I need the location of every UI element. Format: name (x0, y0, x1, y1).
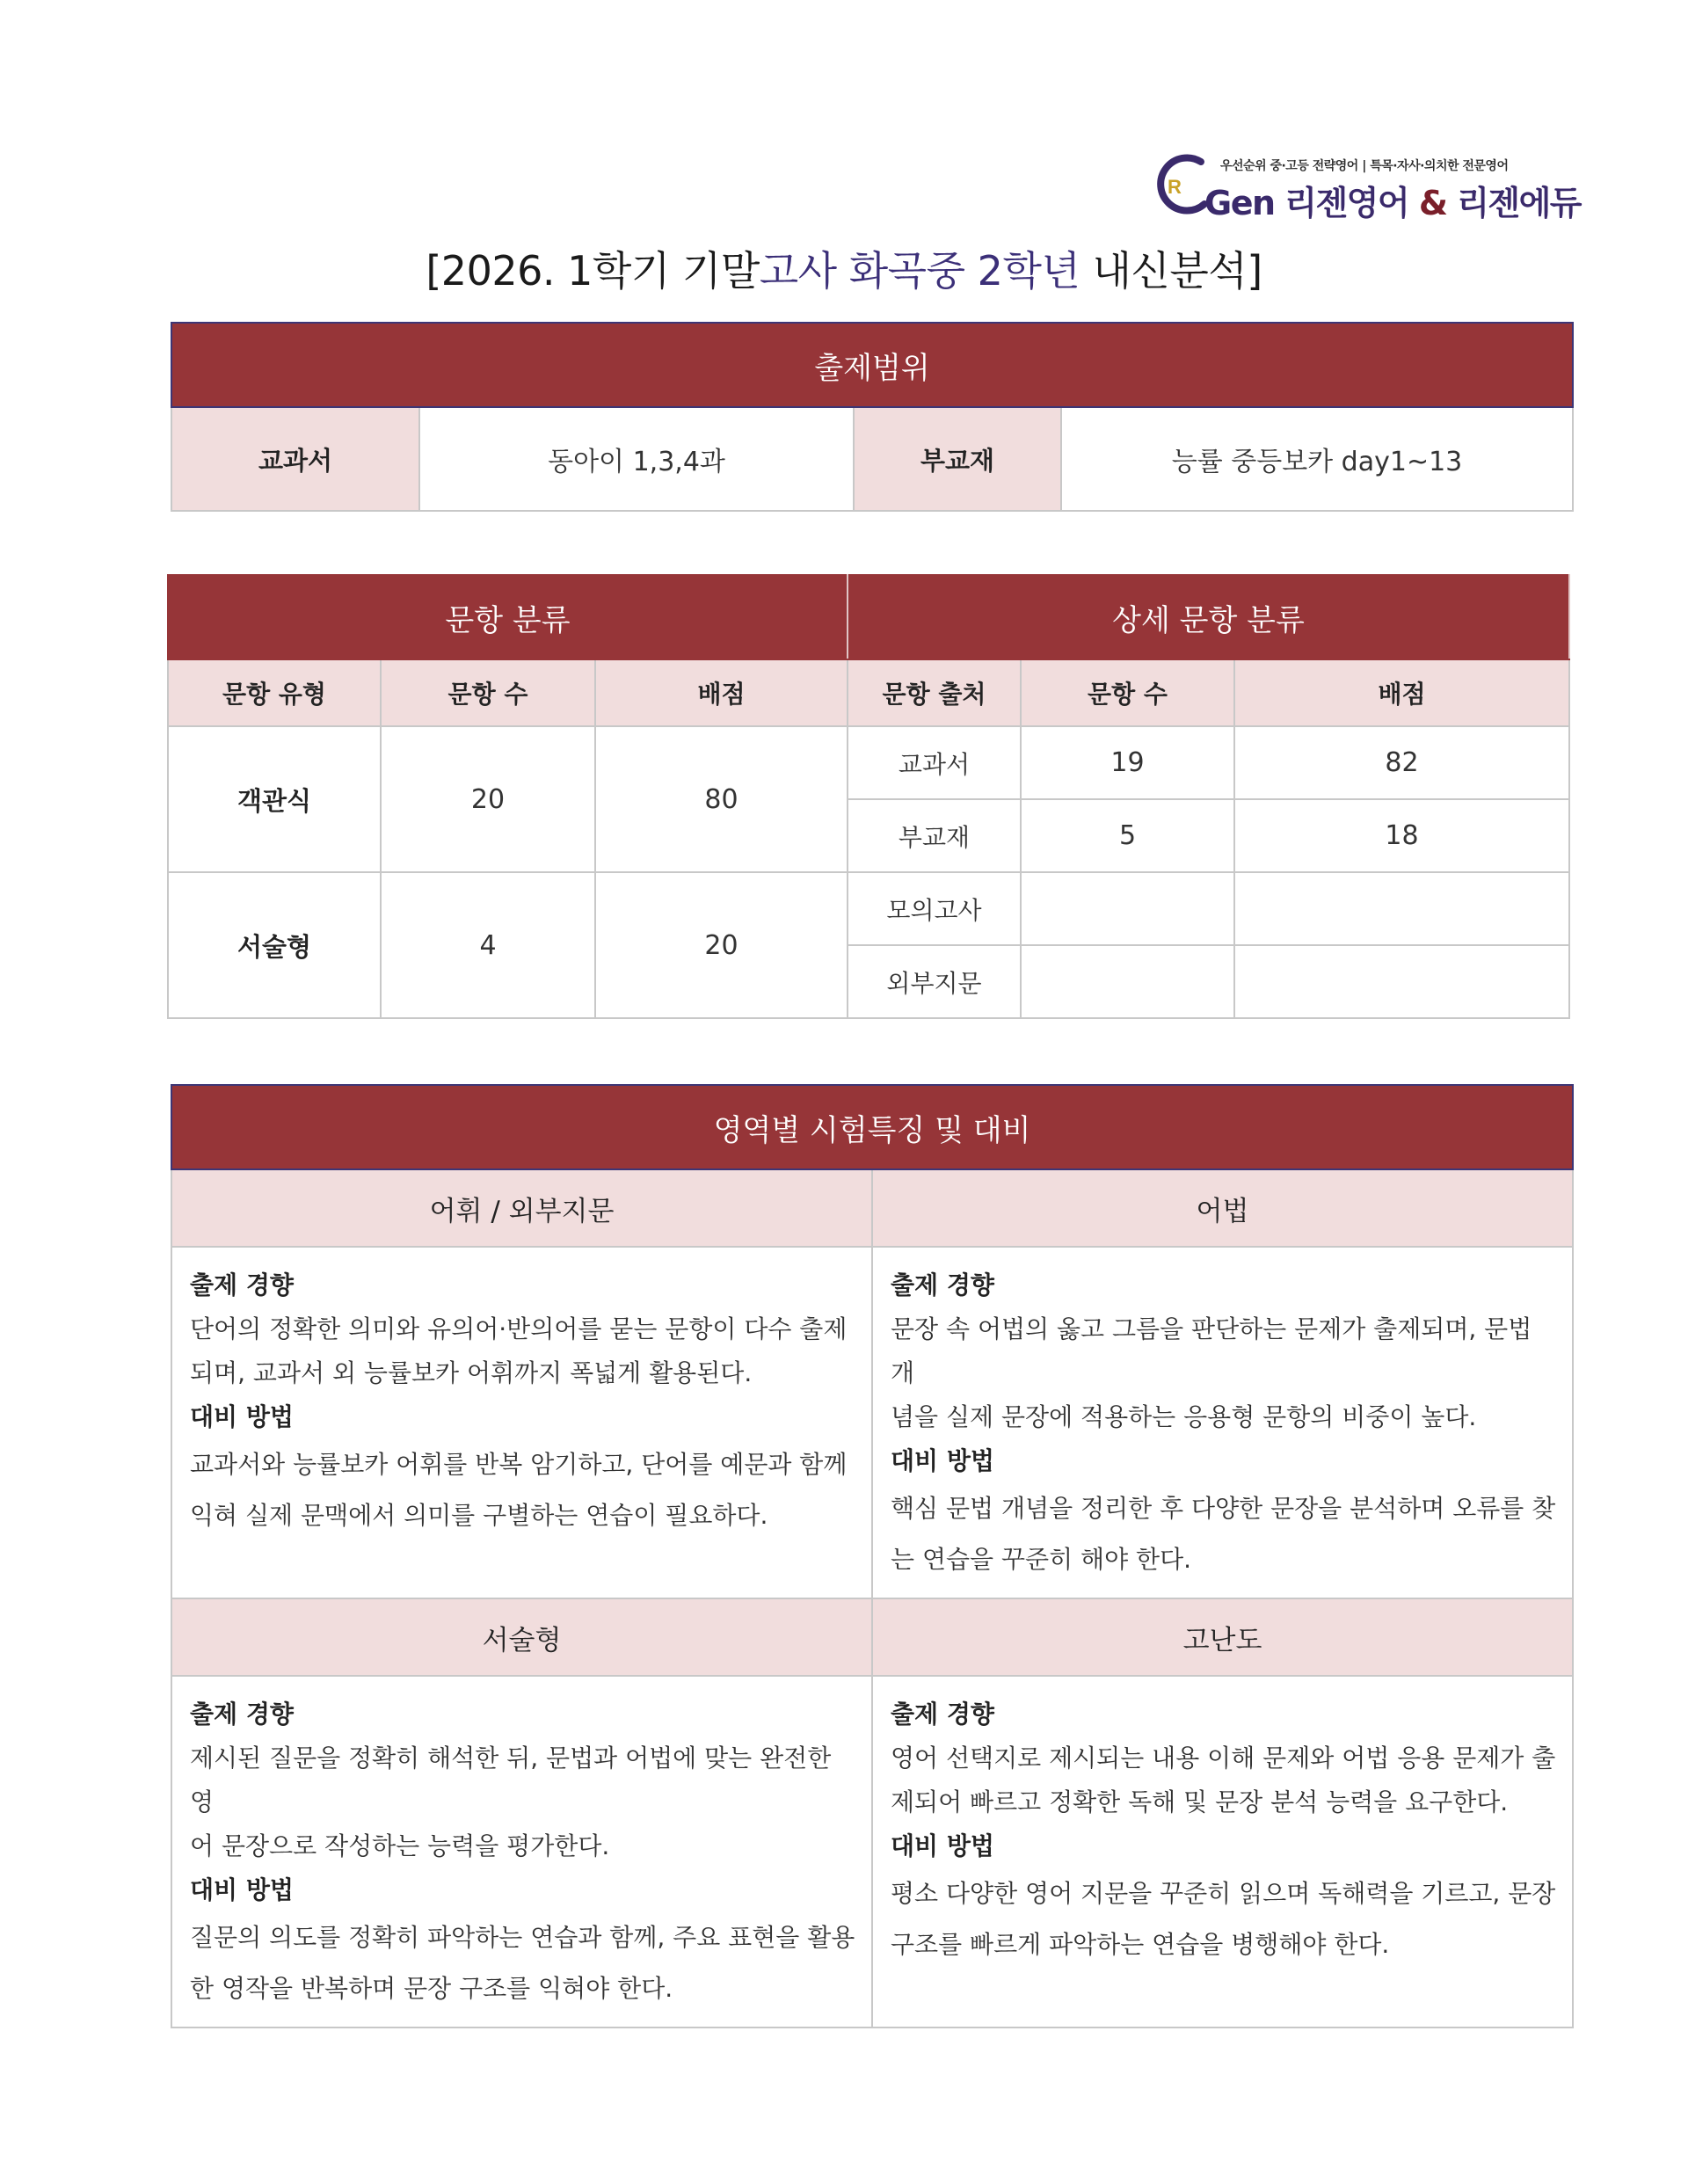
section-title: 어법 (872, 1169, 1573, 1247)
trend-line: 문장 속 어법의 옳고 그름을 판단하는 문제가 출제되며, 문법 개 (891, 1314, 1532, 1387)
col-source-score: 배점 (1234, 659, 1569, 726)
logo-tagline: 우선순위 중·고등 전략영어 | 특목·자사·의치한 전문영어 (1220, 159, 1509, 173)
source-score (1234, 945, 1569, 1018)
source-score: 18 (1234, 799, 1569, 872)
source-score (1234, 872, 1569, 945)
scope-textbook-label: 교과서 (171, 407, 419, 511)
page-title (0, 239, 1688, 297)
section-title: 고난도 (872, 1598, 1573, 1676)
title-part1: [2026. 1학기 기말 (426, 247, 760, 295)
source-name: 교과서 (848, 726, 1021, 799)
prep-line: 는 연습을 꾸준히 해야 한다. (891, 1545, 1192, 1574)
trend-line: 단어의 정확한 의미와 유의어·반의어를 묻는 문항이 다수 출제 (190, 1314, 848, 1343)
trend-line: 영어 선택지로 제시되는 내용 이해 문제와 어법 응용 문제가 출 (891, 1744, 1556, 1773)
trend-line: 제되어 빠르고 정확한 독해 및 문장 분석 능력을 요구한다. (891, 1787, 1509, 1816)
prep-line: 교과서와 능률보카 어휘를 반복 암기하고, 단어를 예문과 함께 (190, 1450, 848, 1479)
col-type: 문항 유형 (168, 659, 381, 726)
brand-logo (1150, 149, 1582, 222)
prep-label: 대비 방법 (190, 1875, 294, 1904)
logo-name (1204, 176, 1581, 224)
col-score: 배점 (595, 659, 848, 726)
scope-sub-label: 부교재 (854, 407, 1061, 511)
features-header: 영역별 시험특징 및 대비 (171, 1085, 1573, 1169)
classification-table (167, 574, 1570, 1019)
source-count (1021, 945, 1234, 1018)
prep-label: 대비 방법 (891, 1831, 994, 1860)
prep-line: 익혀 실제 문맥에서 의미를 구별하는 연습이 필요하다. (190, 1501, 768, 1530)
prep-label: 대비 방법 (190, 1402, 294, 1431)
trend-line: 되며, 교과서 외 능률보카 어휘까지 폭넓게 활용된다. (190, 1358, 753, 1387)
prep-line: 질문의 의도를 정확히 파악하는 연습과 함께, 주요 표현을 활용 (190, 1923, 855, 1952)
prep-line: 구조를 빠르게 파악하는 연습을 병행해야 한다. (891, 1930, 1390, 1959)
col-source: 문항 출처 (848, 659, 1021, 726)
type-count: 4 (381, 872, 595, 1018)
section-body (171, 1247, 872, 1598)
type-name: 객관식 (168, 726, 381, 872)
classify-left-header: 문항 분류 (168, 575, 848, 659)
col-source-count: 문항 수 (1021, 659, 1234, 726)
section-body (872, 1247, 1573, 1598)
prep-line: 평소 다양한 영어 지문을 꾸준히 읽으며 독해력을 기르고, 문장 (891, 1879, 1556, 1908)
source-score: 82 (1234, 726, 1569, 799)
classify-right-header: 상세 문항 분류 (848, 575, 1569, 659)
trend-label: 출제 경향 (891, 1270, 994, 1299)
prep-line: 한 영작을 반복하며 문장 구조를 익혀야 한다. (190, 1974, 673, 2003)
logo-name-left: Gen 리젠영어 (1204, 184, 1409, 222)
section-title: 어휘 / 외부지문 (171, 1169, 872, 1247)
source-name: 부교재 (848, 799, 1021, 872)
title-part2: 고사 화곡중 2학년 (759, 247, 1080, 295)
logo-name-right: 리젠에듀 (1457, 184, 1582, 222)
source-name: 외부지문 (848, 945, 1021, 1018)
trend-line: 제시된 질문을 정확히 해석한 뒤, 문법과 어법에 맞는 완전한 영 (190, 1744, 832, 1816)
source-count: 5 (1021, 799, 1234, 872)
scope-table (171, 322, 1574, 512)
section-body (171, 1676, 872, 2027)
logo-ampersand: & (1418, 184, 1447, 222)
features-table (171, 1084, 1574, 2028)
scope-textbook-value: 동아이 1,3,4과 (419, 407, 854, 511)
source-count: 19 (1021, 726, 1234, 799)
type-name: 서술형 (168, 872, 381, 1018)
type-count: 20 (381, 726, 595, 872)
source-name: 모의고사 (848, 872, 1021, 945)
prep-line: 핵심 문법 개념을 정리한 후 다양한 문장을 분석하며 오류를 찾 (891, 1494, 1556, 1523)
title-part3: 내신분석] (1080, 247, 1262, 295)
scope-header: 출제범위 (171, 323, 1573, 407)
type-score: 80 (595, 726, 848, 872)
trend-label: 출제 경향 (891, 1700, 994, 1729)
trend-line: 념을 실제 문장에 적용하는 응용형 문항의 비중이 높다. (891, 1402, 1477, 1431)
type-score: 20 (595, 872, 848, 1018)
trend-line: 어 문장으로 작성하는 능력을 평가한다. (190, 1831, 610, 1860)
scope-sub-value: 능률 중등보카 day1~13 (1061, 407, 1573, 511)
trend-label: 출제 경향 (190, 1700, 294, 1729)
section-body (872, 1676, 1573, 2027)
prep-label: 대비 방법 (891, 1446, 994, 1475)
source-count (1021, 872, 1234, 945)
trend-label: 출제 경향 (190, 1270, 294, 1299)
section-title: 서술형 (171, 1598, 872, 1676)
svg-text:R: R (1168, 176, 1182, 198)
col-count: 문항 수 (381, 659, 595, 726)
